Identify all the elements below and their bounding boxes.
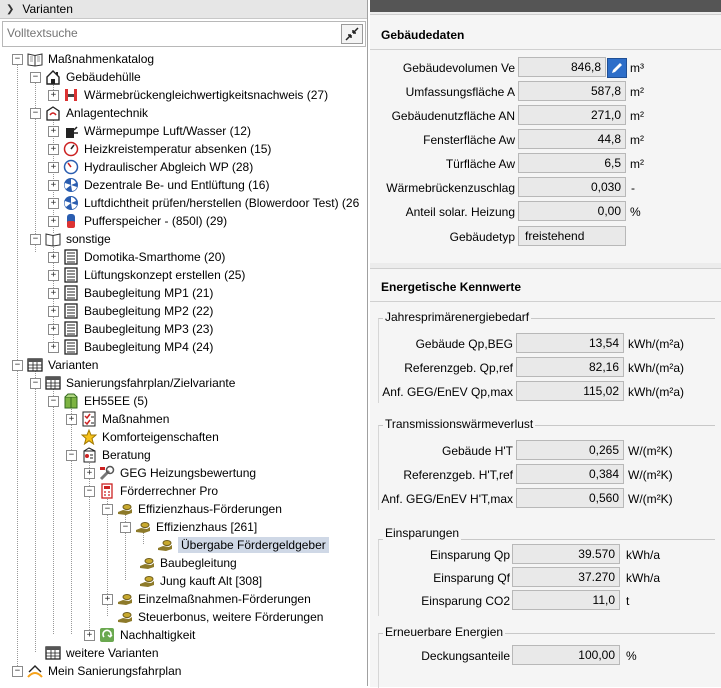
tree-item-label: Mein Sanierungsfahrplan bbox=[48, 664, 182, 678]
tree-item-nachhaltigkeit[interactable] bbox=[85, 626, 195, 644]
variant-tree bbox=[0, 50, 367, 686]
tree-item-label-selected: Übergabe Fördergeldgeber bbox=[178, 537, 329, 553]
gebaeudenutzflaeche-field[interactable]: 271,0 bbox=[518, 105, 626, 125]
gebaeudevolumen-field[interactable]: 846,8 bbox=[518, 57, 606, 77]
collapse-toggle[interactable]: − bbox=[48, 396, 59, 407]
field-unit: % bbox=[630, 205, 641, 219]
tree-item-heizkreistemperatur[interactable] bbox=[49, 140, 271, 158]
tree-item-sanierungsfahrplan-zielvariante[interactable] bbox=[31, 374, 235, 392]
money-hand-icon bbox=[117, 609, 133, 625]
tree-item-anlagentechnik[interactable] bbox=[31, 104, 148, 122]
panel-header[interactable] bbox=[0, 0, 367, 19]
expand-toggle[interactable]: + bbox=[48, 180, 59, 191]
field-label: Umfassungsfläche A bbox=[405, 85, 515, 99]
collapse-toggle[interactable]: − bbox=[66, 450, 77, 461]
field-unit: m² bbox=[630, 85, 644, 99]
expand-toggle[interactable]: + bbox=[66, 414, 77, 425]
field-label: Einsparung Qf bbox=[433, 571, 510, 585]
tree-item-weitere-varianten[interactable] bbox=[45, 644, 159, 662]
tree-item-label: Hydraulischer Abgleich WP (28) bbox=[84, 160, 254, 174]
building-equipment-icon bbox=[45, 105, 61, 121]
field-label: Referenzgeb. H'T,ref bbox=[403, 468, 513, 482]
group-title: Jahresprimärenergiebedarf bbox=[385, 310, 530, 324]
expand-toggle[interactable]: + bbox=[48, 324, 59, 335]
tree-item-baubegleitung-mp1[interactable] bbox=[49, 284, 213, 302]
qp-max-field[interactable]: 115,02 bbox=[516, 381, 624, 401]
money-hand-icon bbox=[157, 537, 173, 553]
tree-item-label: GEG Heizungsbewertung bbox=[120, 466, 257, 480]
field-label: Referenzgeb. Qp,ref bbox=[404, 361, 513, 375]
expand-toggle[interactable]: + bbox=[48, 342, 59, 353]
tuerflaeche-field[interactable]: 6,5 bbox=[518, 153, 626, 173]
tree-item-label: Steuerbonus, weitere Förderungen bbox=[138, 610, 324, 624]
tree-item-label: Anlagentechnik bbox=[66, 106, 149, 120]
expand-toggle[interactable]: + bbox=[84, 468, 95, 479]
storage-tank-icon bbox=[63, 213, 79, 229]
field-unit: kWh/(m²a) bbox=[628, 337, 684, 351]
building-data-title: Gebäudedaten bbox=[381, 28, 465, 42]
field-unit: t bbox=[626, 594, 630, 608]
document-list-icon bbox=[63, 339, 79, 355]
fan-icon bbox=[63, 195, 79, 211]
field-unit: m³ bbox=[630, 61, 644, 75]
heat-pump-icon bbox=[63, 123, 79, 139]
fensterflaeche-field[interactable]: 44,8 bbox=[518, 129, 626, 149]
tree-item-varianten[interactable] bbox=[13, 356, 98, 374]
qp-beg-field[interactable]: 13,54 bbox=[516, 333, 624, 353]
field-unit: kWh/a bbox=[626, 571, 661, 585]
group-title: Erneuerbare Energien bbox=[385, 625, 504, 639]
tree-item-label: Maßnahmenkatalog bbox=[48, 52, 155, 66]
tree-item-label: Dezentrale Be- und Entlüftung (16) bbox=[84, 178, 270, 192]
expand-toggle[interactable]: + bbox=[84, 630, 95, 641]
green-box-icon bbox=[63, 393, 79, 409]
anteil-solar-field[interactable]: 0,00 bbox=[518, 201, 626, 221]
field-label: Einsparung CO2 bbox=[421, 594, 510, 608]
consulting-icon bbox=[81, 447, 97, 463]
expand-toggle[interactable]: + bbox=[48, 288, 59, 299]
tree-item-label: Heizkreistemperatur absenken (15) bbox=[84, 142, 272, 156]
table-icon bbox=[45, 375, 61, 391]
tree-item-hydraulischer-abgleich[interactable] bbox=[49, 158, 253, 176]
expand-toggle[interactable]: + bbox=[48, 306, 59, 317]
collapse-toggle[interactable]: − bbox=[120, 522, 131, 533]
tree-item-eh55ee[interactable] bbox=[49, 392, 148, 410]
energy-metrics-title: Energetische Kennwerte bbox=[381, 280, 522, 294]
field-label: Türfläche Aw bbox=[445, 157, 515, 171]
tree-item-label: Nachhaltigkeit bbox=[120, 628, 196, 642]
tree-item-uebergabe-foerdergeldgeber[interactable] bbox=[157, 536, 329, 554]
tree-item-pufferspeicher[interactable] bbox=[49, 212, 227, 230]
field-label: Gebäudetyp bbox=[449, 230, 515, 244]
field-unit: W/(m²K) bbox=[628, 492, 673, 506]
tree-item-massnahmen[interactable] bbox=[67, 410, 169, 428]
top-bar bbox=[370, 0, 721, 12]
tree-item-label: weitere Varianten bbox=[66, 646, 159, 660]
field-unit: m² bbox=[630, 133, 644, 147]
gauge-icon bbox=[63, 159, 79, 175]
tree-item-label: Baubegleitung MP3 (23) bbox=[84, 322, 214, 336]
tree-item-label: Komforteigenschaften bbox=[102, 430, 219, 444]
umfassungsflaeche-field[interactable]: 587,8 bbox=[518, 81, 626, 101]
field-label: Gebäudenutzfläche AN bbox=[391, 109, 515, 123]
field-label: Anf. GEG/EnEV Qp,max bbox=[382, 385, 513, 399]
house-icon bbox=[45, 69, 61, 85]
expand-toggle[interactable]: + bbox=[48, 90, 59, 101]
expand-toggle[interactable]: + bbox=[48, 126, 59, 137]
einsparung-qf-field[interactable]: 37.270 bbox=[512, 567, 620, 587]
qp-ref-field[interactable]: 82,16 bbox=[516, 357, 624, 377]
building-data-panel bbox=[370, 14, 721, 263]
tree-item-steuerbonus[interactable] bbox=[117, 608, 323, 626]
star-icon bbox=[81, 429, 97, 445]
tree-item-label: Luftdichtheit prüfen/herstellen (Blowerdoor Test) (26 bbox=[84, 196, 360, 210]
tree-item-label: Gebäudehülle bbox=[66, 70, 141, 84]
expand-toggle[interactable]: + bbox=[48, 252, 59, 263]
tree-item-label: Baubegleitung MP1 (21) bbox=[84, 286, 214, 300]
tree-item-label: Förderrechner Pro bbox=[120, 484, 219, 498]
tree-item-label: Jung kauft Alt [308] bbox=[160, 574, 263, 588]
money-hand-icon bbox=[135, 519, 151, 535]
field-label: Gebäude Qp,BEG bbox=[415, 337, 513, 351]
ht-field[interactable]: 0,265 bbox=[516, 440, 624, 460]
collapse-toggle[interactable]: − bbox=[12, 360, 23, 371]
thermal-bridge-icon bbox=[63, 87, 79, 103]
deckungsanteile-field[interactable]: 100,00 bbox=[512, 645, 620, 665]
expand-toggle[interactable]: + bbox=[48, 198, 59, 209]
collapse-toggle[interactable]: − bbox=[12, 54, 23, 65]
tree-item-baubegleitung-mp4[interactable] bbox=[49, 338, 213, 356]
expand-toggle[interactable]: + bbox=[48, 216, 59, 227]
tree-item-label: Lüftungskonzept erstellen (25) bbox=[84, 268, 246, 282]
tree-item-effizienzhaus-foerderungen[interactable] bbox=[103, 500, 282, 518]
field-label: Anteil solar. Heizung bbox=[405, 205, 515, 219]
field-unit: W/(m²K) bbox=[628, 468, 673, 482]
tree-item-jung-kauft-alt[interactable] bbox=[139, 572, 262, 590]
field-unit: m² bbox=[630, 109, 644, 123]
tree-item-label: Maßnahmen bbox=[102, 412, 170, 426]
einsparung-co2-field[interactable]: 11,0 bbox=[512, 590, 620, 610]
tree-item-waermepumpe[interactable] bbox=[49, 122, 251, 140]
table-icon bbox=[27, 357, 43, 373]
tree-item-label: Beratung bbox=[102, 448, 151, 462]
tree-item-label: Effizienzhaus [261] bbox=[156, 520, 258, 534]
tree-item-sonstige[interactable] bbox=[31, 230, 111, 248]
expand-toggle[interactable]: + bbox=[48, 270, 59, 281]
tree-item-label: Pufferspeicher - (850l) (29) bbox=[84, 214, 228, 228]
field-unit: m² bbox=[630, 157, 644, 171]
fan-icon bbox=[63, 177, 79, 193]
panel-title: Varianten bbox=[22, 2, 73, 16]
field-label: Fensterfläche Aw bbox=[423, 133, 515, 147]
einsparung-qp-field[interactable]: 39.570 bbox=[512, 544, 620, 564]
field-unit: kWh/(m²a) bbox=[628, 361, 684, 375]
tree-item-baubegleitung-mp3[interactable] bbox=[49, 320, 213, 338]
tree-item-label: sonstige bbox=[66, 232, 111, 246]
field-label: Wärmebrückenzuschlag bbox=[386, 181, 515, 195]
tree-item-effizienzhaus-261[interactable] bbox=[121, 518, 257, 536]
gebaeudetyp-field[interactable]: freistehend bbox=[518, 226, 626, 246]
calculator-icon bbox=[99, 483, 115, 499]
money-hand-icon bbox=[139, 573, 155, 589]
field-unit: - bbox=[631, 181, 635, 195]
tree-item-label: Baubegleitung MP4 (24) bbox=[84, 340, 214, 354]
expand-toggle[interactable]: + bbox=[48, 162, 59, 173]
tree-item-geg-heizungsbewertung[interactable] bbox=[85, 464, 256, 482]
tree-item-beratung[interactable] bbox=[67, 446, 151, 464]
search-box bbox=[2, 21, 366, 47]
tree-item-mein-sanierungsfahrplan[interactable] bbox=[13, 662, 181, 680]
tree-item-komforteigenschaften[interactable] bbox=[81, 428, 219, 446]
document-list-icon bbox=[63, 285, 79, 301]
tree-item-luftdichtheit[interactable] bbox=[49, 194, 359, 212]
tree-item-baubegleitung-mp2[interactable] bbox=[49, 302, 213, 320]
tree-item-domotika[interactable] bbox=[49, 248, 225, 266]
collapse-toggle[interactable]: − bbox=[84, 486, 95, 497]
recycle-icon bbox=[99, 627, 115, 643]
roadmap-house-icon bbox=[27, 663, 43, 679]
waermebrueckenzuschlag-field[interactable]: 0,030 bbox=[518, 177, 626, 197]
book-icon bbox=[27, 51, 43, 67]
edit-volume-button[interactable] bbox=[607, 58, 627, 78]
field-label: Gebäude H'T bbox=[442, 444, 513, 458]
collapse-toggle[interactable]: − bbox=[30, 72, 41, 83]
tree-item-baubegleitung[interactable] bbox=[139, 554, 237, 572]
collapse-all-button[interactable] bbox=[341, 24, 363, 44]
tree-item-waermebruecken[interactable] bbox=[49, 86, 328, 104]
thermostat-icon bbox=[63, 141, 79, 157]
field-label: Anf. GEG/EnEV H'T,max bbox=[381, 492, 513, 506]
collapse-toggle[interactable]: − bbox=[30, 234, 41, 245]
group-title: Einsparungen bbox=[385, 526, 460, 540]
money-hand-icon bbox=[117, 591, 133, 607]
tree-item-label: Einzelmaßnahmen-Förderungen bbox=[138, 592, 311, 606]
tree-item-label: Wärmebrückengleichwertigkeitsnachweis (27) bbox=[84, 88, 329, 102]
tree-item-massnahmenkatalog[interactable] bbox=[13, 50, 154, 68]
document-list-icon bbox=[63, 303, 79, 319]
tree-item-label: Effizienzhaus-Förderungen bbox=[138, 502, 282, 516]
collapse-toggle[interactable]: − bbox=[30, 378, 41, 389]
tree-item-einzelmassnahmen-foerderungen[interactable] bbox=[103, 590, 311, 608]
tree-item-lueftungskonzept[interactable] bbox=[49, 266, 245, 284]
tools-icon bbox=[99, 465, 115, 481]
tree-item-label: Baubegleitung MP2 (22) bbox=[84, 304, 214, 318]
field-label: Deckungsanteile bbox=[421, 649, 510, 663]
checklist-icon bbox=[81, 411, 97, 427]
group-title: Transmissionswärmeverlust bbox=[385, 417, 534, 431]
collapse-arrows-icon bbox=[345, 27, 359, 41]
field-label: Gebäudevolumen Ve bbox=[402, 61, 515, 75]
document-list-icon bbox=[63, 267, 79, 283]
field-unit: kWh/a bbox=[626, 548, 661, 562]
search-input[interactable] bbox=[7, 25, 327, 41]
book-icon bbox=[45, 231, 61, 247]
collapse-chevron-icon[interactable]: ❯ bbox=[6, 3, 15, 15]
tree-item-label: Wärmepumpe Luft/Wasser (12) bbox=[84, 124, 251, 138]
energy-metrics-panel bbox=[370, 268, 721, 687]
expand-toggle[interactable]: + bbox=[102, 594, 113, 605]
table-icon bbox=[45, 645, 61, 661]
field-unit: % bbox=[626, 649, 637, 663]
tree-item-dezentrale-lueftung[interactable] bbox=[49, 176, 269, 194]
ht-max-field[interactable]: 0,560 bbox=[516, 488, 624, 508]
field-unit: W/(m²K) bbox=[628, 444, 673, 458]
money-hand-icon bbox=[117, 501, 133, 517]
field-unit: kWh/(m²a) bbox=[628, 385, 684, 399]
tree-item-label: EH55EE (5) bbox=[84, 394, 149, 408]
collapse-toggle[interactable]: − bbox=[30, 108, 41, 119]
ht-ref-field[interactable]: 0,384 bbox=[516, 464, 624, 484]
document-list-icon bbox=[63, 249, 79, 265]
tree-item-gebaeudehuelle[interactable] bbox=[31, 68, 141, 86]
collapse-toggle[interactable]: − bbox=[12, 666, 23, 677]
pencil-icon bbox=[608, 59, 626, 77]
tree-item-foerderrechner-pro[interactable] bbox=[85, 482, 218, 500]
tree-item-label: Baubegleitung bbox=[160, 556, 237, 570]
tree-item-label: Sanierungsfahrplan/Zielvariante bbox=[66, 376, 236, 390]
tree-item-label: Varianten bbox=[48, 358, 99, 372]
document-list-icon bbox=[63, 321, 79, 337]
field-label: Einsparung Qp bbox=[429, 548, 510, 562]
money-hand-icon bbox=[139, 555, 155, 571]
tree-item-label: Domotika-Smarthome (20) bbox=[84, 250, 226, 264]
expand-toggle[interactable]: + bbox=[48, 144, 59, 155]
details-panel bbox=[370, 0, 721, 686]
collapse-toggle[interactable]: − bbox=[102, 504, 113, 515]
